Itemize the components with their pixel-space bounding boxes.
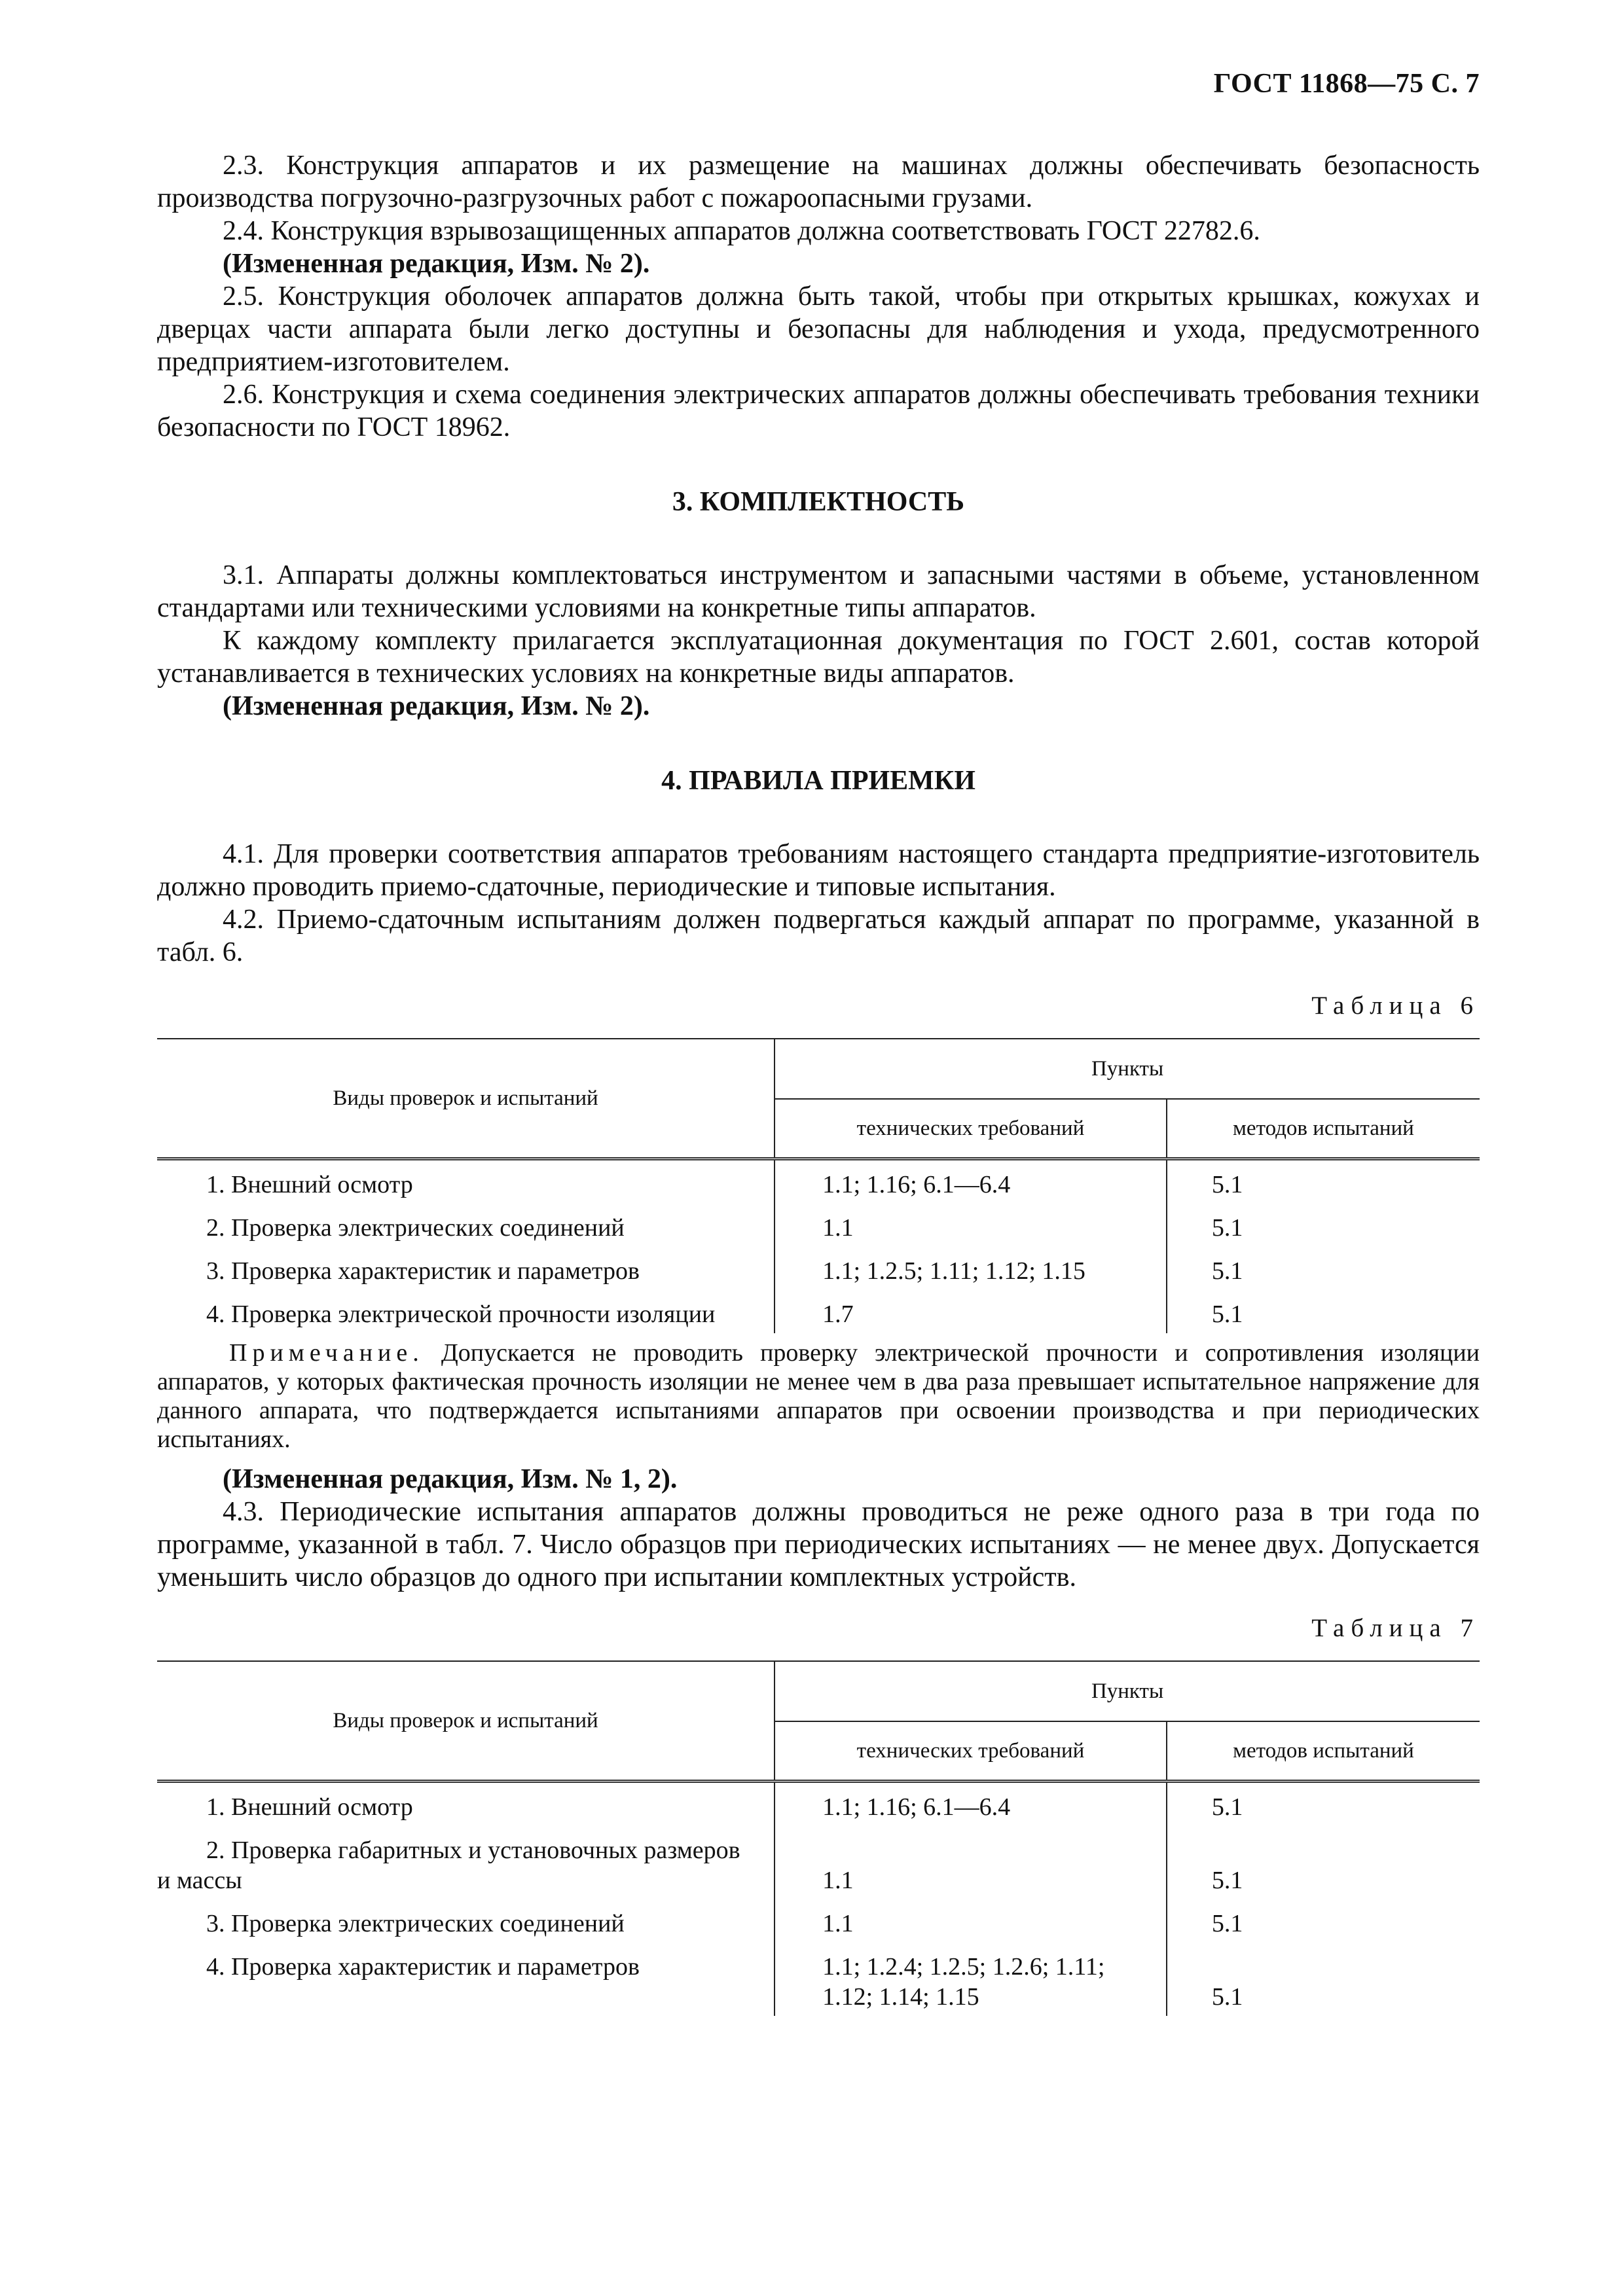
paragraph-4-3: 4.3. Периодические испытания аппаратов должны проводиться не реже одного раза в три года по программе, указанной в табл. 7. Число образцов при периодических испытаниях — не менее двух. Допускается уменьшить число образцов до одного при испытании комплектных устройств. <box>157 1497 1480 1592</box>
table-7-caption: Таблица 7 <box>1311 1614 1480 1642</box>
table-row <box>157 1290 1480 1333</box>
table-6-row-4-name: 4. Проверка электрической прочности изоляции <box>206 1300 716 1328</box>
table-7-row-2-name: 2. Проверка габаритных и установочных размеров и массы <box>157 1837 740 1894</box>
table-6-caption: Таблица 6 <box>1311 992 1480 1020</box>
table-6-row-1-method: 5.1 <box>1167 1160 1480 1204</box>
table-6-row-1-tech: 1.1; 1.16; 6.1—6.4 <box>775 1160 1167 1204</box>
table-7-row-4-name: 4. Проверка характеристик и параметров <box>206 1953 640 1981</box>
page-header-reference: ГОСТ 11868—75 С. 7 <box>1213 69 1480 99</box>
table-6-row-3-method: 5.1 <box>1167 1247 1480 1290</box>
section-3-title: 3. КОМПЛЕКТНОСТЬ <box>672 487 965 517</box>
table-7-header-tech: технических требований <box>775 1721 1167 1782</box>
paragraph-2-3: 2.3. Конструкция аппаратов и их размещение на машинах должны обеспечивать безопасность производства погрузочно-разгрузочных работ с пожароопасными грузами. <box>157 151 1480 213</box>
table-row <box>157 1204 1480 1247</box>
table-7-row-3-method: 5.1 <box>1167 1899 1480 1943</box>
table-row <box>157 1247 1480 1290</box>
table-7-header-checks: Виды проверок и испытаний <box>333 1708 598 1732</box>
table-6-header-checks: Виды проверок и испытаний <box>333 1086 598 1110</box>
table-6-row-4-tech: 1.7 <box>775 1290 1167 1333</box>
paragraph-3-1-docs: К каждому комплекту прилагается эксплуатационная документация по ГОСТ 2.601, состав которой устанавливается в технических условиях на конкретные виды аппаратов. <box>157 626 1480 689</box>
paragraph-4-1: 4.1. Для проверки соответствия аппаратов требованиям настоящего стандарта предприятие-изготовитель должно проводить приемо-сдаточные, периодические и типовые испытания. <box>157 839 1480 902</box>
table-7-row-2-method: 5.1 <box>1167 1826 1480 1899</box>
amendment-note-4: (Измененная редакция, Изм. № 1, 2). <box>223 1464 678 1494</box>
table-6-row-2-name: 2. Проверка электрических соединений <box>206 1214 625 1242</box>
table-6-row-1-name: 1. Внешний осмотр <box>206 1171 413 1198</box>
table-row <box>157 1943 1480 2016</box>
table-7-header-group: Пункты <box>775 1661 1480 1721</box>
table-7-row-3-name: 3. Проверка электрических соединений <box>206 1910 625 1937</box>
table-6-header-group: Пункты <box>775 1039 1480 1099</box>
table-row <box>157 1899 1480 1943</box>
table-6-row-3-tech: 1.1; 1.2.5; 1.11; 1.12; 1.15 <box>775 1247 1167 1290</box>
paragraph-2-6: 2.6. Конструкция и схема соединения электрических аппаратов должны обеспечивать требования техники безопасности по ГОСТ 18962. <box>157 380 1480 442</box>
amendment-note-3: (Измененная редакция, Изм. № 2). <box>223 691 650 721</box>
table-6-row-2-tech: 1.1 <box>775 1204 1167 1247</box>
table-row <box>157 1826 1480 1899</box>
table-7-row-1-method: 5.1 <box>1167 1783 1480 1826</box>
table-7-row-2-tech: 1.1 <box>775 1826 1167 1899</box>
paragraph-2-4: 2.4. Конструкция взрывозащищенных аппаратов должна соответствовать ГОСТ 22782.6. <box>223 216 1260 246</box>
table-6-note-label: Примечание. <box>229 1339 424 1367</box>
table-7-header-methods: методов испытаний <box>1167 1721 1480 1782</box>
amendment-note-2-4: (Измененная редакция, Изм. № 2). <box>223 249 650 279</box>
table-6-header-tech: технических требований <box>775 1099 1167 1159</box>
paragraph-4-2: 4.2. Приемо-сдаточным испытаниям должен подвергаться каждый аппарат по программе, указанной в табл. 6. <box>157 905 1480 967</box>
table-6-header-methods: методов испытаний <box>1167 1099 1480 1159</box>
table-6-row-2-method: 5.1 <box>1167 1204 1480 1247</box>
table-row <box>157 1160 1480 1204</box>
table-6-row-4-method: 5.1 <box>1167 1290 1480 1333</box>
table-7 <box>157 1660 1480 2016</box>
table-7-row-4-method: 5.1 <box>1167 1943 1480 2016</box>
table-6-row-3-name: 3. Проверка характеристик и параметров <box>206 1257 640 1285</box>
table-7-row-4-tech: 1.1; 1.2.4; 1.2.5; 1.2.6; 1.11; 1.12; 1.14; 1.15 <box>775 1943 1167 2016</box>
table-7-row-3-tech: 1.1 <box>775 1899 1167 1943</box>
paragraph-2-5: 2.5. Конструкция оболочек аппаратов должна быть такой, чтобы при открытых крышках, кожухах и дверцах части аппарата были легко доступны и безопасны для наблюдения и ухода, предусмотренного предприятием-изготовителем. <box>157 281 1480 377</box>
section-4-title: 4. ПРАВИЛА ПРИЕМКИ <box>661 766 976 796</box>
paragraph-3-1: 3.1. Аппараты должны комплектоваться инструментом и запасными частями в объеме, установленном стандартами или техническими условиями на конкретные типы аппаратов. <box>157 560 1480 623</box>
table-6-note-text: Допускается не проводить проверку электрической прочности и сопротивления изоляции аппаратов, у которых фактическая прочность изоляции не менее чем в два раза превышает испытательное напряжение для данного аппарата, что подтверждается испытаниями аппаратов при освоении производства и при периодических испытаниях. <box>157 1339 1480 1453</box>
table-7-row-1-name: 1. Внешний осмотр <box>206 1793 413 1821</box>
table-6 <box>157 1038 1480 1333</box>
table-row <box>157 1783 1480 1826</box>
document-body <box>157 149 1480 2016</box>
table-7-row-1-tech: 1.1; 1.16; 6.1—6.4 <box>775 1783 1167 1826</box>
table-6-note <box>157 1338 1480 1454</box>
